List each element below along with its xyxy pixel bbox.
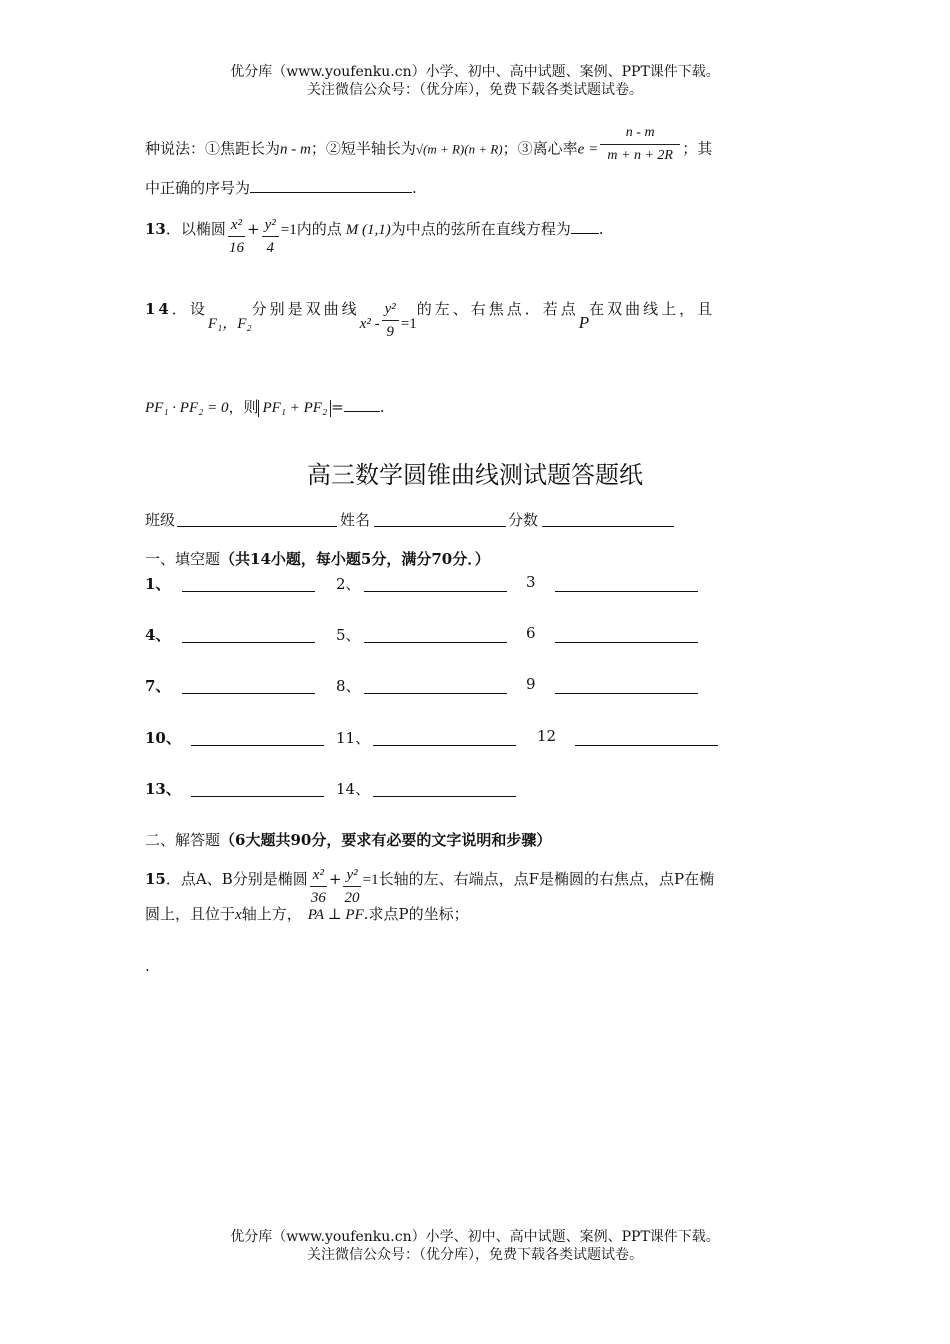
q13-point: M (1,1) xyxy=(345,222,391,238)
q14-number: 14 xyxy=(145,300,172,318)
section-1-note: （共14小题，每小题5分，满分70分．） xyxy=(220,550,490,568)
q15-text-5: .求点P的坐标； xyxy=(363,905,469,923)
section-2-heading xyxy=(145,829,551,850)
answer-blank-8[interactable] xyxy=(364,692,507,694)
q12-answer-blank xyxy=(250,178,412,193)
footer-line-1: 优分库（www.youfenku.cn）小学、初中、高中试题、案例、PPT课件下载。 xyxy=(230,1229,720,1245)
q13-text-1: ．以椭圆 xyxy=(165,220,226,238)
q13-fx-num: x² xyxy=(228,214,245,237)
q12-text-4: ；其 xyxy=(682,139,713,158)
answer-label-4: 4、 xyxy=(145,626,171,644)
q15-line-2 xyxy=(145,903,469,924)
q12-minor-axis-expr: √(m + R)(n + R) xyxy=(415,141,503,157)
q14-line-2 xyxy=(145,396,385,417)
answer-label-3: 3 xyxy=(526,573,536,591)
q15-fy-den: 20 xyxy=(344,890,360,906)
header-line-2: 关注微信公众号：（优分库），免费下载各类试题试卷。 xyxy=(307,82,643,98)
q13-eq: =1 xyxy=(280,222,297,238)
answer-blank-5[interactable] xyxy=(364,641,507,643)
q13-fraction-y xyxy=(262,214,279,259)
q14-line-1 xyxy=(145,298,715,343)
q15-plus: + xyxy=(328,870,342,888)
answer-sheet-title: 高三数学圆锥曲线测试题答题纸 xyxy=(307,461,643,489)
class-label: 班级 xyxy=(145,511,176,529)
q12-text-6: . xyxy=(412,179,417,197)
q12-text-1: 种说法：①焦距长为 xyxy=(145,139,281,158)
q13-plus: + xyxy=(247,220,260,238)
q14-x2: x² - xyxy=(359,316,380,332)
q12-text-3: ；③离心率 xyxy=(502,139,578,158)
q15-fx-num: x² xyxy=(310,864,327,887)
answer-blank-6[interactable] xyxy=(555,641,698,643)
answer-blank-1[interactable] xyxy=(182,590,315,592)
q13-text-3: 为中点的弦所在直线方程为 xyxy=(390,220,571,238)
q12-text-2: ；②短半轴长为 xyxy=(310,139,416,158)
answer-blank-3[interactable] xyxy=(555,590,698,592)
q14-condition: PF₁ · PF₂ = 0 xyxy=(145,400,229,416)
answer-blank-14[interactable] xyxy=(373,795,516,797)
class-field[interactable] xyxy=(177,525,337,527)
answer-blank-4[interactable] xyxy=(182,641,315,643)
q14-point-p: P xyxy=(578,313,590,332)
q12-text-5: 中正确的序号为 xyxy=(145,179,251,197)
score-label: 分数 xyxy=(508,511,539,529)
q15-text-3: 圆上，且位于 xyxy=(145,905,236,923)
header-line-1: 优分库（www.youfenku.cn）小学、初中、高中试题、案例、PPT课件下载。 xyxy=(230,64,720,80)
q12-frac-numerator: n - m xyxy=(600,122,680,145)
q12-eccentricity-fraction xyxy=(600,122,680,167)
answer-blank-2[interactable] xyxy=(364,590,507,592)
q12-e-label: e = xyxy=(577,141,599,158)
q15-text-4: 轴上方， xyxy=(241,905,302,923)
answer-blank-9[interactable] xyxy=(555,692,698,694)
answer-label-12: 12 xyxy=(537,727,557,745)
q13-fy-num: y² xyxy=(262,214,279,237)
q13-fraction-x xyxy=(228,214,245,259)
q15-fx-den: 36 xyxy=(310,890,326,906)
answer-label-10: 10、 xyxy=(145,729,181,747)
q14-foci: F₁，F₂ xyxy=(207,316,252,332)
answer-label-13: 13、 xyxy=(145,780,181,798)
q15-condition: PA ⊥ PF xyxy=(307,907,364,923)
answer-blank-10[interactable] xyxy=(191,744,324,746)
q14-text-1: ．设 xyxy=(171,300,208,318)
score-field[interactable] xyxy=(542,525,674,527)
q14-text-3: 的左、右焦点．若点 xyxy=(416,300,579,318)
answer-label-9: 9 xyxy=(526,675,536,693)
answer-label-6: 6 xyxy=(526,624,536,642)
q12-line-2 xyxy=(145,177,417,198)
q14-fraction xyxy=(382,298,399,343)
q15-eq: =1 xyxy=(362,872,379,888)
section-2-title: 二、解答题 xyxy=(145,831,221,849)
name-label: 姓名 xyxy=(340,511,371,529)
q14-abs-expr: PF₁ + PF₂ xyxy=(258,400,331,417)
answer-blank-7[interactable] xyxy=(182,692,315,694)
q13-number: 13 xyxy=(145,220,166,238)
answer-label-14: 14、 xyxy=(336,780,371,798)
q14-text-5: ，则 xyxy=(228,398,259,416)
section-1-heading xyxy=(145,548,490,569)
q14-text-6: = xyxy=(331,398,344,416)
answer-label-1: 1、 xyxy=(145,575,171,593)
q14-text-7: . xyxy=(379,398,385,416)
q15-text-1: ．点A、B分别是椭圆 xyxy=(165,870,308,888)
section-1-title: 一、填空题 xyxy=(145,550,221,568)
q12-focal-expr: n - m xyxy=(280,141,311,158)
q14-text-2: 分别是双曲线 xyxy=(251,300,360,318)
q14-text-4: 在双曲线上，且 xyxy=(589,300,716,318)
answer-label-8: 8、 xyxy=(336,677,361,695)
answer-blank-13[interactable] xyxy=(191,795,324,797)
q13-fx-den: 16 xyxy=(228,240,244,256)
footer-line-2: 关注微信公众号：（优分库），免费下载各类试题试卷。 xyxy=(307,1247,643,1263)
q15-fy-num: y² xyxy=(343,864,360,887)
answer-blank-12[interactable] xyxy=(575,744,718,746)
q13-text-4: . xyxy=(598,220,604,238)
q13-answer-blank xyxy=(571,219,599,234)
q15-text-2: 长轴的左、右端点，点F是椭圆的右焦点，点P在椭 xyxy=(378,870,715,888)
answer-blank-11[interactable] xyxy=(373,744,516,746)
answer-label-7: 7、 xyxy=(145,677,171,695)
q12-frac-denominator: m + n + 2R xyxy=(607,148,673,163)
q14-answer-blank xyxy=(344,402,380,412)
answer-label-11: 11、 xyxy=(336,729,371,747)
q14-eq: =1 xyxy=(400,316,417,332)
q15-dot: . xyxy=(145,957,150,975)
answer-label-5: 5、 xyxy=(336,626,361,644)
q13-fy-den: 4 xyxy=(266,240,274,256)
answer-label-2: 2、 xyxy=(336,575,361,593)
q12-line-1 xyxy=(145,125,713,167)
section-2-note: （6大题共90分，要求有必要的文字说明和步骤） xyxy=(220,831,552,849)
q15-x-axis: x xyxy=(235,907,242,923)
q13 xyxy=(145,214,604,259)
name-field[interactable] xyxy=(374,525,506,527)
q14-f-num: y² xyxy=(382,298,399,321)
q15-number: 15 xyxy=(145,870,166,888)
q13-text-2: 内的点 xyxy=(296,220,342,238)
q14-f-den: 9 xyxy=(386,324,394,340)
